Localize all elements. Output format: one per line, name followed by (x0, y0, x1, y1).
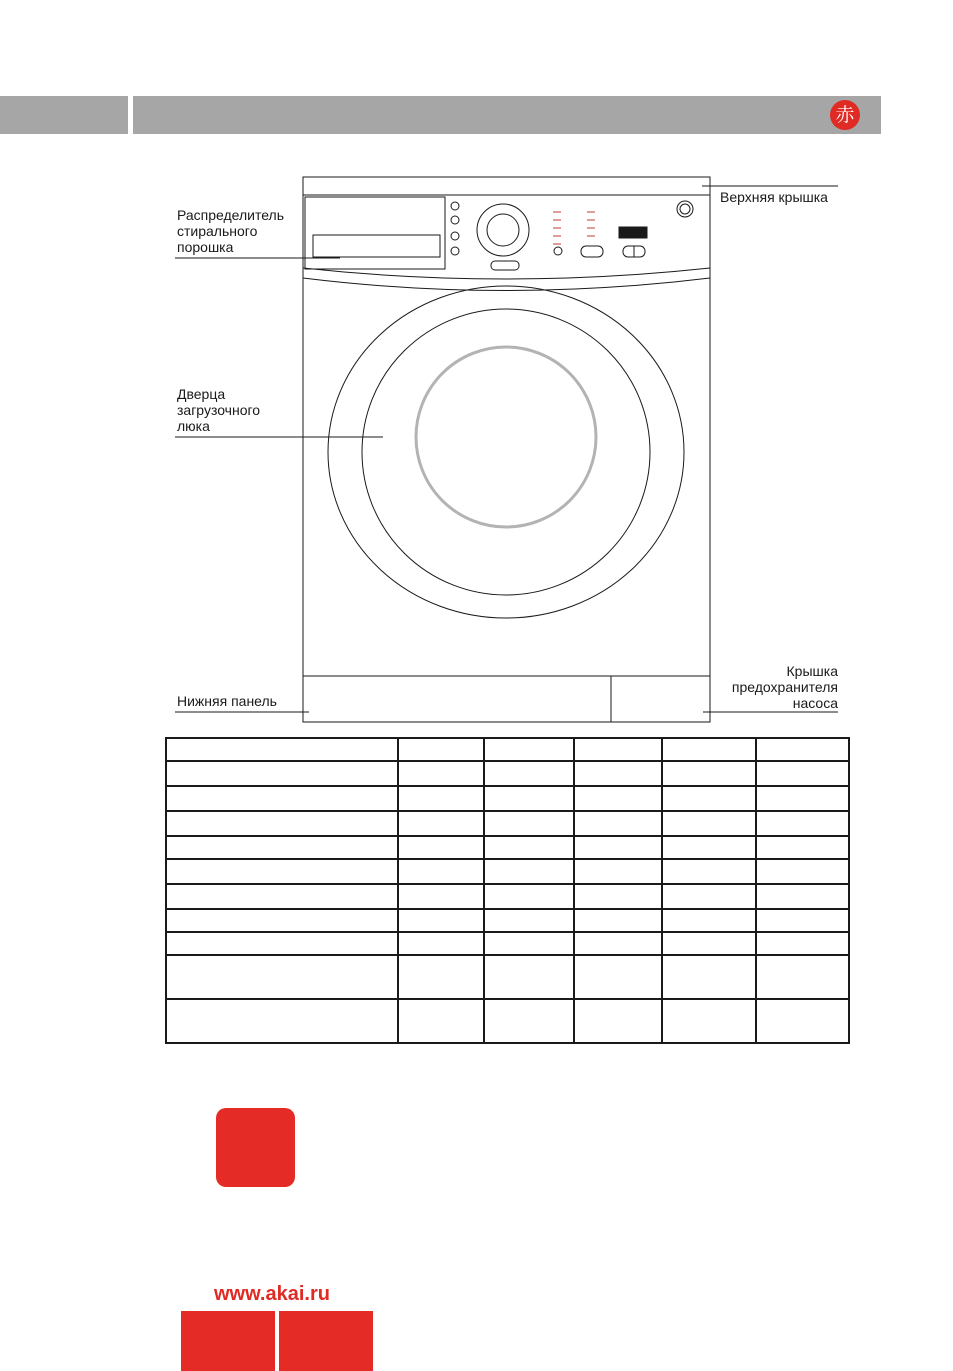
table-cell (756, 999, 849, 1043)
table-cell (574, 836, 662, 859)
table-cell (574, 786, 662, 811)
footer-block-right (279, 1311, 373, 1371)
footer-block-left (181, 1311, 275, 1371)
table-cell (662, 999, 756, 1043)
table-cell (662, 786, 756, 811)
table-cell (756, 859, 849, 884)
table-cell (484, 884, 574, 909)
spec-table (165, 737, 850, 1044)
table-cell (574, 811, 662, 836)
table-cell (166, 786, 398, 811)
table-cell (484, 786, 574, 811)
program-button (451, 232, 459, 240)
table-row (166, 738, 849, 761)
footer-url[interactable]: www.akai.ru (214, 1283, 330, 1305)
table-cell (484, 909, 574, 932)
table-row (166, 932, 849, 955)
table-cell (484, 859, 574, 884)
table-cell (574, 859, 662, 884)
table-cell (166, 932, 398, 955)
table-cell (574, 932, 662, 955)
table-cell (662, 884, 756, 909)
table-cell (398, 909, 484, 932)
program-button (451, 202, 459, 210)
table-cell (756, 909, 849, 932)
table-row (166, 786, 849, 811)
label-bottom-panel: Нижняя панель (177, 693, 277, 709)
program-dial (477, 204, 529, 256)
indicator-lights (553, 212, 595, 244)
table-row (166, 955, 849, 999)
table-cell (662, 738, 756, 761)
table-cell (756, 738, 849, 761)
label-top-cover: Верхняя крышка (720, 189, 828, 205)
table-cell (398, 761, 484, 786)
table-cell (398, 811, 484, 836)
program-button (451, 247, 459, 255)
table-cell (484, 955, 574, 999)
table-cell (662, 909, 756, 932)
table-cell (166, 738, 398, 761)
table-cell (756, 836, 849, 859)
table-cell (398, 859, 484, 884)
table-cell (756, 811, 849, 836)
table-cell (574, 761, 662, 786)
label-detergent-dispenser: Распределитель стирального порошка (177, 207, 285, 255)
table-cell (484, 761, 574, 786)
table-cell (662, 859, 756, 884)
label-pump-filter-cover: Крышка предохранителя насоса (731, 663, 838, 711)
program-button (451, 216, 459, 224)
table-cell (398, 738, 484, 761)
table-row (166, 999, 849, 1043)
table-cell (398, 836, 484, 859)
table-cell (662, 932, 756, 955)
table-cell (662, 811, 756, 836)
table-cell (756, 884, 849, 909)
table-cell (398, 932, 484, 955)
table-row (166, 859, 849, 884)
table-cell (756, 932, 849, 955)
table-row (166, 884, 849, 909)
table-cell (166, 884, 398, 909)
table-row (166, 909, 849, 932)
door-outer-ring (328, 286, 684, 618)
table-row (166, 836, 849, 859)
power-button (677, 201, 693, 217)
table-cell (484, 999, 574, 1043)
table-row (166, 811, 849, 836)
table-cell (484, 738, 574, 761)
warning-badge (216, 1108, 295, 1187)
table-cell (484, 836, 574, 859)
label-loading-door: Дверца загрузочного люка (177, 386, 261, 434)
table-cell (756, 761, 849, 786)
table-cell (574, 955, 662, 999)
table-cell (756, 786, 849, 811)
table-cell (398, 786, 484, 811)
table-cell (756, 955, 849, 999)
table-cell (574, 738, 662, 761)
table-cell (574, 884, 662, 909)
table-cell (166, 859, 398, 884)
table-cell (662, 955, 756, 999)
table-cell (662, 761, 756, 786)
table-cell (166, 909, 398, 932)
door-glass (416, 347, 596, 527)
table-cell (398, 884, 484, 909)
machine-cabinet (303, 177, 710, 722)
table-cell (166, 811, 398, 836)
table-cell (484, 811, 574, 836)
akai-logo-icon: 赤 (830, 100, 860, 130)
table-row (166, 761, 849, 786)
table-cell (398, 999, 484, 1043)
table-cell (166, 836, 398, 859)
digital-display (619, 227, 647, 238)
table-cell (166, 955, 398, 999)
table-cell (574, 999, 662, 1043)
table-cell (574, 909, 662, 932)
table-cell (166, 761, 398, 786)
table-cell (166, 999, 398, 1043)
table-cell (484, 932, 574, 955)
table-cell (398, 955, 484, 999)
table-cell (662, 836, 756, 859)
